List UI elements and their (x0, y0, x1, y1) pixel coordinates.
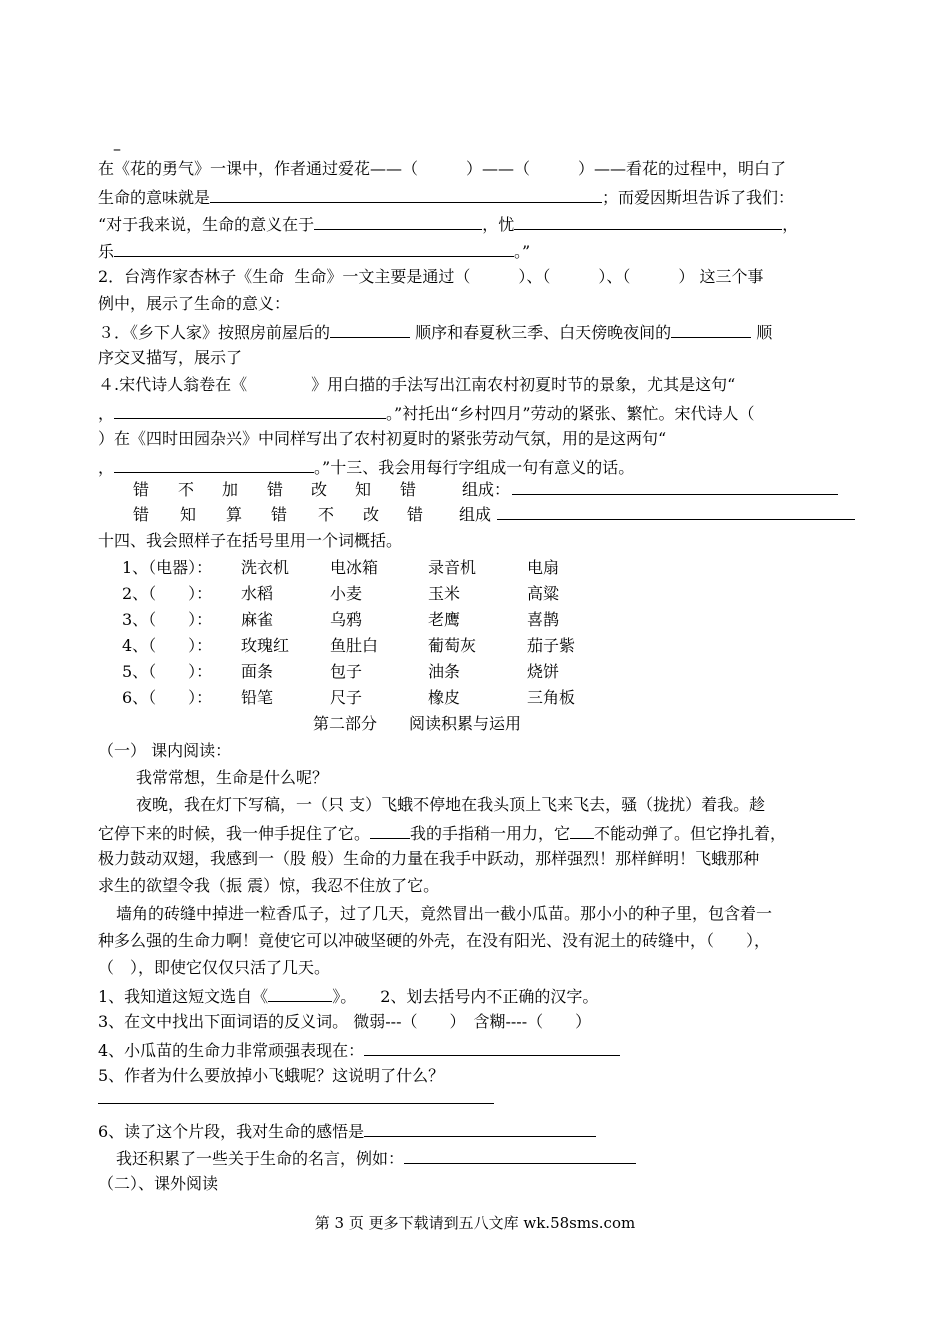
word: 玫瑰红 (241, 636, 290, 655)
q3-text: 顺 (751, 323, 773, 342)
word: 包子 (330, 662, 363, 681)
top-mark: – (113, 139, 121, 158)
passage-line (98, 822, 786, 844)
q4-text: ， (98, 404, 115, 423)
word: 面条 (241, 662, 274, 681)
q4-line-4 (98, 456, 634, 478)
passage-line: 极力鼓动双翅，我感到一（股 般）生命的力量在我手中跃动，那样强烈！那样鲜明！飞蛾那种 (98, 849, 760, 868)
passage-line: （ ），即使它仅仅只活了几天。 (98, 958, 331, 977)
q1-line-1: 在《花的勇气》一课中，作者通过爱花——（ ）——（ ）——看花的过程中，明白了 (98, 159, 787, 178)
char: 知 (180, 505, 197, 524)
answer-blank[interactable] (370, 822, 410, 839)
reading-q1 (98, 985, 598, 1007)
passage-line: 求生的欲望令我（振 震）惊，我忍不住放了它。 (98, 876, 440, 895)
answer-blank[interactable] (314, 213, 482, 230)
word: 高粱 (527, 584, 560, 603)
word: 油条 (428, 662, 461, 681)
char: 错 (267, 480, 284, 499)
word: 喜鹊 (527, 610, 560, 629)
word: 麻雀 (241, 610, 274, 629)
word: 水稻 (241, 584, 274, 603)
answer-blank[interactable] (114, 240, 514, 257)
q1-text: ， (782, 215, 799, 234)
reading-q3: 3、在文中找出下面词语的反义词。 微弱---（ ） 含糊----（ ） (98, 1012, 592, 1031)
char: 不 (318, 505, 335, 524)
word: 电扇 (527, 558, 560, 577)
char: 知 (355, 480, 372, 499)
q3-line-2: 序交叉描写，展示了 (98, 348, 243, 367)
char: 错 (400, 480, 417, 499)
word: 乌鸦 (330, 610, 363, 629)
compose-label: 组成： (462, 480, 511, 499)
q1-text: “对于我来说，生命的意义在于 (98, 215, 315, 234)
q4-text: 。”十三、我会用每行字组成一句有意义的话。 (314, 458, 635, 477)
passage-text: 它停下来的时候，我一伸手捉住了它。 (98, 824, 371, 843)
answer-blank[interactable] (671, 321, 751, 338)
q1-text: ，忧 (482, 215, 515, 234)
char: 错 (407, 505, 424, 524)
answer-blank[interactable] (570, 822, 594, 839)
word: 洗衣机 (241, 558, 290, 577)
word: 茄子紫 (527, 636, 576, 655)
char: 错 (133, 505, 150, 524)
word: 三角板 (527, 688, 576, 707)
answer-blank[interactable] (330, 321, 410, 338)
passage-line: 夜晚，我在灯下写稿，一（只 支）飞蛾不停地在我头顶上飞来飞去，骚（拢扰）着我。趁 (136, 795, 766, 814)
q4-text: 。”衬托出“乡村四月”劳动的紧张、繁忙。宋代诗人（ (386, 404, 755, 423)
q1-text: 。” (514, 242, 531, 261)
in-class-reading-heading: （一） 课内阅读： (98, 741, 232, 760)
section-14-title: 十四、我会照样子在括号里用一个词概括。 (98, 531, 403, 550)
reading-q6 (98, 1120, 596, 1142)
reading-q5: 5、作者为什么要放掉小飞蛾呢？这说明了什么？ (98, 1066, 445, 1085)
char: 错 (271, 505, 288, 524)
question-text: 4、小瓜苗的生命力非常顽强表现在： (98, 1041, 365, 1060)
row-label: 1、（电器）： (122, 558, 213, 577)
word: 小麦 (330, 584, 363, 603)
row-label: 2、（ ）： (122, 584, 213, 603)
q1-line-3 (98, 213, 798, 235)
word: 尺子 (330, 688, 363, 707)
answer-blank[interactable] (268, 985, 332, 1002)
word: 葡萄灰 (428, 636, 477, 655)
answer-blank[interactable] (404, 1147, 636, 1164)
row-label: 4、（ ）： (122, 636, 213, 655)
q1-text: 乐 (98, 242, 115, 261)
row-label: 5、（ ）： (122, 662, 213, 681)
char: 改 (311, 480, 328, 499)
reading-q4 (98, 1039, 620, 1061)
q1-text: 生命的意味就是 (98, 188, 211, 207)
char: 错 (133, 480, 150, 499)
q4-text: ， (98, 458, 115, 477)
char: 算 (226, 505, 243, 524)
answer-blank[interactable] (514, 213, 782, 230)
answer-blank[interactable] (114, 402, 386, 419)
word: 鱼肚白 (330, 636, 379, 655)
char: 改 (363, 505, 380, 524)
word: 老鹰 (428, 610, 461, 629)
char: 加 (222, 480, 239, 499)
passage-line: 种多么强的生命力啊！竟使它可以冲破坚硬的外壳，在没有阳光、没有泥土的砖缝中，（ ）， (98, 931, 771, 950)
question-text: 1、我知道这短文选自《 (98, 987, 269, 1006)
extracurricular-reading-heading: （二）、课外阅读 (98, 1174, 219, 1193)
q3-text: 顺序和春夏秋三季、白天傍晚夜间的 (410, 323, 672, 342)
passage-line: 我常常想，生命是什么呢？ (136, 768, 329, 787)
q1-line-2 (98, 186, 794, 208)
answer-line[interactable] (98, 1103, 494, 1104)
question-text: 我还积累了一些关于生命的名言，例如： (116, 1149, 405, 1168)
answer-blank[interactable] (364, 1039, 620, 1056)
word: 录音机 (428, 558, 477, 577)
passage-text: 我的手指稍一用力，它 (410, 824, 571, 843)
passage-text: 不能动弹了。但它挣扎着， (594, 824, 787, 843)
word: 玉米 (428, 584, 461, 603)
q4-line-2 (98, 402, 755, 424)
part-2-title: 第二部分 阅读积累与运用 (313, 714, 522, 733)
q4-line-1: ４.宋代诗人翁卷在《 》用白描的手法写出江南农村初夏时节的景象，尤其是这句“ (98, 375, 736, 394)
compose-label: 组成 (459, 505, 492, 524)
reading-quote-prompt (116, 1147, 636, 1169)
row-label: 3、（ ）： (122, 610, 213, 629)
q1-text: ；而爱因斯坦告诉了我们： (602, 188, 795, 207)
question-text: 》。 2、划去括号内不正确的汉字。 (332, 987, 599, 1006)
answer-line[interactable] (497, 519, 855, 520)
answer-blank[interactable] (114, 456, 314, 473)
answer-blank[interactable] (364, 1120, 596, 1137)
passage-line: 墙角的砖缝中掉进一粒香瓜子，过了几天，竟然冒出一截小瓜苗。那小小的种子里，包含着一 (116, 904, 773, 923)
answer-blank[interactable] (210, 186, 602, 203)
word: 铅笔 (241, 688, 274, 707)
question-text: 6、读了这个片段，我对生命的感悟是 (98, 1122, 365, 1141)
q1-line-4 (98, 240, 530, 262)
q2-line-2: 例中，展示了生命的意义： (98, 294, 291, 313)
row-label: 6、（ ）： (122, 688, 213, 707)
word: 烧饼 (527, 662, 560, 681)
page-footer: 第 3 页 更多下载请到五八文库 wk.58sms.com (314, 1214, 636, 1232)
char: 不 (178, 480, 195, 499)
word: 橡皮 (428, 688, 461, 707)
q2-line-1: 2．台湾作家杏林子《生命 生命》一文主要是通过（ ）、（ ）、（ ） 这三个事 (98, 267, 764, 286)
q3-text: ３．《乡下人家》按照房前屋后的 (98, 323, 331, 342)
q3-line-1 (98, 321, 772, 343)
word: 电冰箱 (330, 558, 379, 577)
q4-line-3: ）在《四时田园杂兴》中同样写出了农村初夏时的紧张劳动气氛，用的是这两句“ (98, 429, 667, 448)
answer-line[interactable] (512, 494, 838, 495)
